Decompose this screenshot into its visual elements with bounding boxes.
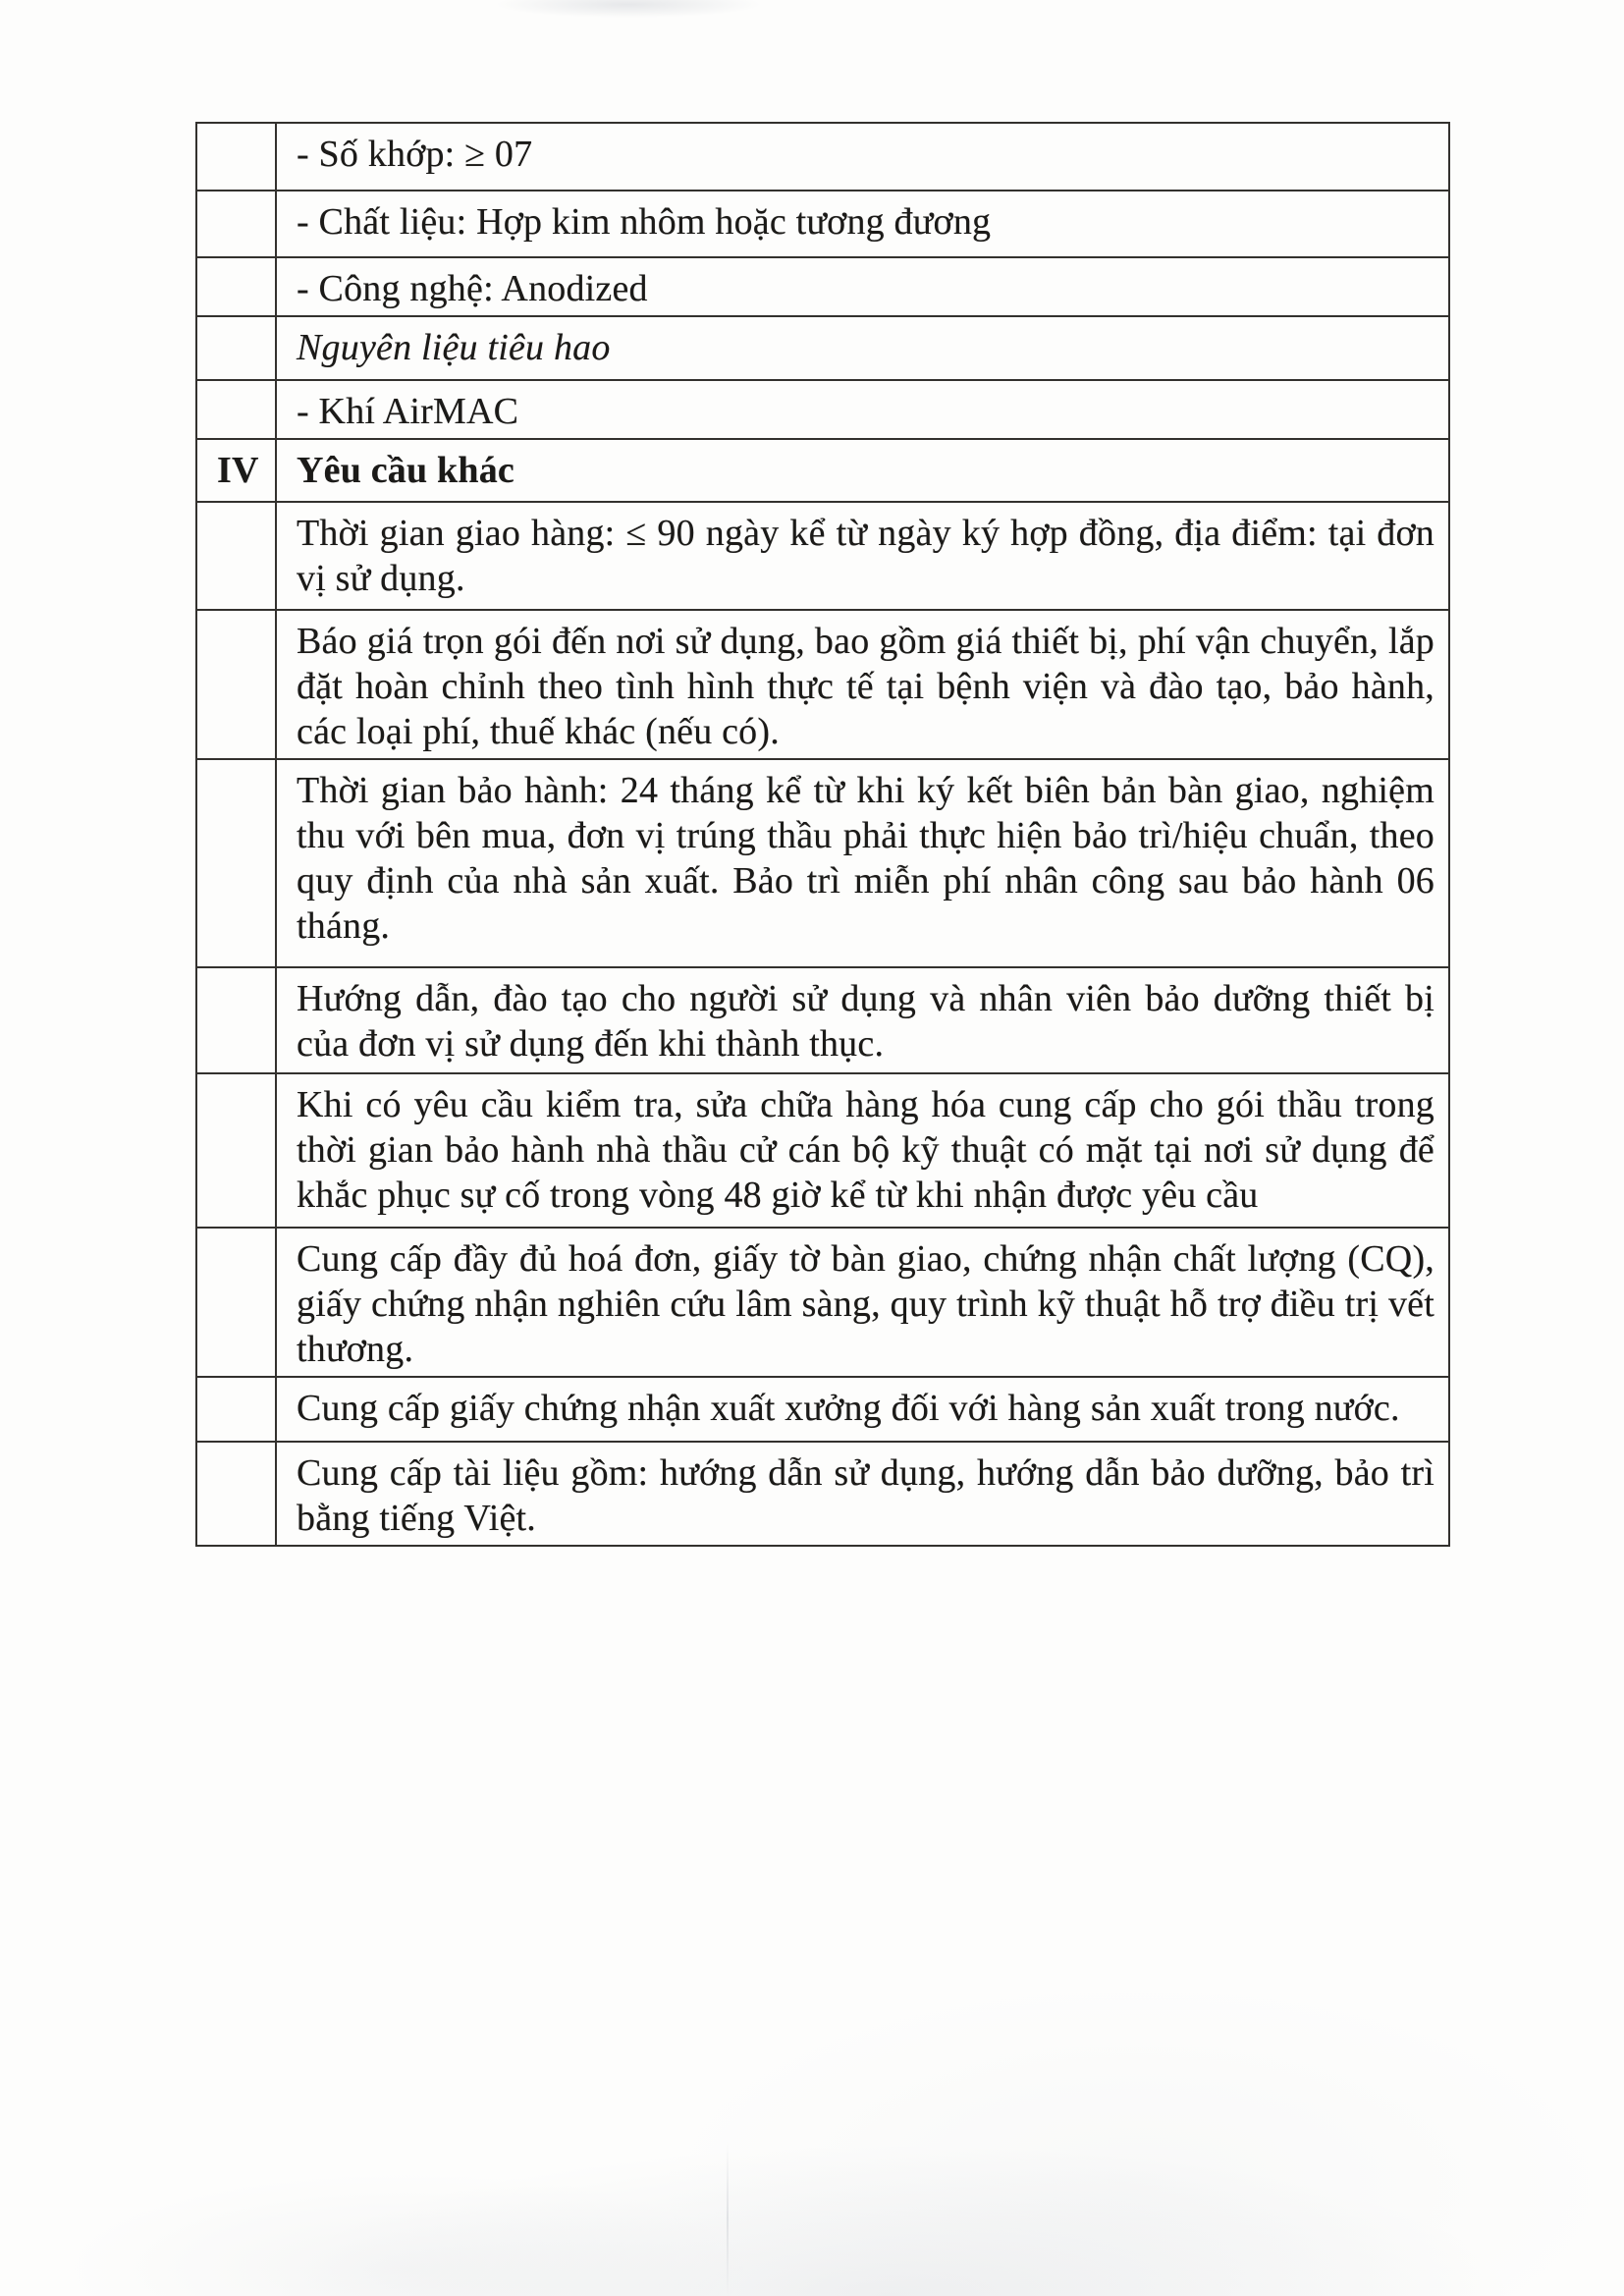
row-content-cell: Nguyên liệu tiêu hao bbox=[276, 316, 1449, 380]
row-section-cell bbox=[196, 380, 276, 439]
scan-artifact-bottom bbox=[0, 1746, 1624, 2296]
table-row bbox=[196, 759, 1449, 967]
table-row bbox=[196, 1073, 1449, 1228]
table-row bbox=[196, 1228, 1449, 1377]
table-row bbox=[196, 316, 1449, 380]
row-content-cell: - Chất liệu: Hợp kim nhôm hoặc tương đương bbox=[276, 191, 1449, 257]
row-section-cell bbox=[196, 1442, 276, 1546]
requirements-table bbox=[195, 122, 1450, 1547]
row-section-cell bbox=[196, 316, 276, 380]
row-section-cell bbox=[196, 1377, 276, 1442]
table-row bbox=[196, 1377, 1449, 1442]
row-section-cell bbox=[196, 1228, 276, 1377]
row-content-cell: Thời gian bảo hành: 24 tháng kể từ khi ký kết biên bản bàn giao, nghiệm thu với bên mua, đơn vị trúng thầu phải thực hiện bảo trì/hiệu chuẩn, theo quy định của nhà sản xuất. Bảo trì miễn phí nhân công sau bảo hành 06 tháng. bbox=[276, 759, 1449, 967]
row-content-cell: - Số khớp: ≥ 07 bbox=[276, 123, 1449, 191]
row-content-cell: Khi có yêu cầu kiểm tra, sửa chữa hàng hóa cung cấp cho gói thầu trong thời gian bảo hành nhà thầu cử cán bộ kỹ thuật có mặt tại nơi sử dụng để khắc phục sự cố trong vòng 48 giờ kể từ khi nhận được yêu cầu bbox=[276, 1073, 1449, 1228]
table-row bbox=[196, 967, 1449, 1073]
row-section-cell: IV bbox=[196, 439, 276, 502]
row-content-cell: Thời gian giao hàng: ≤ 90 ngày kể từ ngày ký hợp đồng, địa điểm: tại đơn vị sử dụng. bbox=[276, 502, 1449, 610]
row-section-cell bbox=[196, 502, 276, 610]
row-content-cell: Báo giá trọn gói đến nơi sử dụng, bao gồm giá thiết bị, phí vận chuyển, lắp đặt hoàn chỉnh theo tình hình thực tế tại bệnh viện và đào tạo, bảo hành, các loại phí, thuế khác (nếu có). bbox=[276, 610, 1449, 759]
row-section-cell bbox=[196, 191, 276, 257]
table-row bbox=[196, 191, 1449, 257]
row-content-cell: - Công nghệ: Anodized bbox=[276, 257, 1449, 316]
scan-artifact-top bbox=[422, 0, 835, 45]
row-content-cell: Cung cấp đầy đủ hoá đơn, giấy tờ bàn giao, chứng nhận chất lượng (CQ), giấy chứng nhận nghiên cứu lâm sàng, quy trình kỹ thuật hỗ trợ điều trị vết thương. bbox=[276, 1228, 1449, 1377]
row-section-cell bbox=[196, 123, 276, 191]
row-section-cell bbox=[196, 967, 276, 1073]
row-content-cell: Cung cấp giấy chứng nhận xuất xưởng đối với hàng sản xuất trong nước. bbox=[276, 1377, 1449, 1442]
table-row bbox=[196, 610, 1449, 759]
row-content-cell: Yêu cầu khác bbox=[276, 439, 1449, 502]
table-row bbox=[196, 123, 1449, 191]
table-row-section-iv bbox=[196, 439, 1449, 502]
table-row bbox=[196, 1442, 1449, 1546]
row-content-cell: Cung cấp tài liệu gồm: hướng dẫn sử dụng, hướng dẫn bảo dưỡng, bảo trì bằng tiếng Việt. bbox=[276, 1442, 1449, 1546]
row-section-cell bbox=[196, 759, 276, 967]
table-row bbox=[196, 380, 1449, 439]
row-section-cell bbox=[196, 257, 276, 316]
scan-artifact-streak bbox=[727, 2141, 729, 2296]
row-section-cell bbox=[196, 1073, 276, 1228]
table-row bbox=[196, 502, 1449, 610]
row-content-cell: - Khí AirMAC bbox=[276, 380, 1449, 439]
table-row bbox=[196, 257, 1449, 316]
row-section-cell bbox=[196, 610, 276, 759]
row-content-cell: Hướng dẫn, đào tạo cho người sử dụng và nhân viên bảo dưỡng thiết bị của đơn vị sử dụng đến khi thành thục. bbox=[276, 967, 1449, 1073]
